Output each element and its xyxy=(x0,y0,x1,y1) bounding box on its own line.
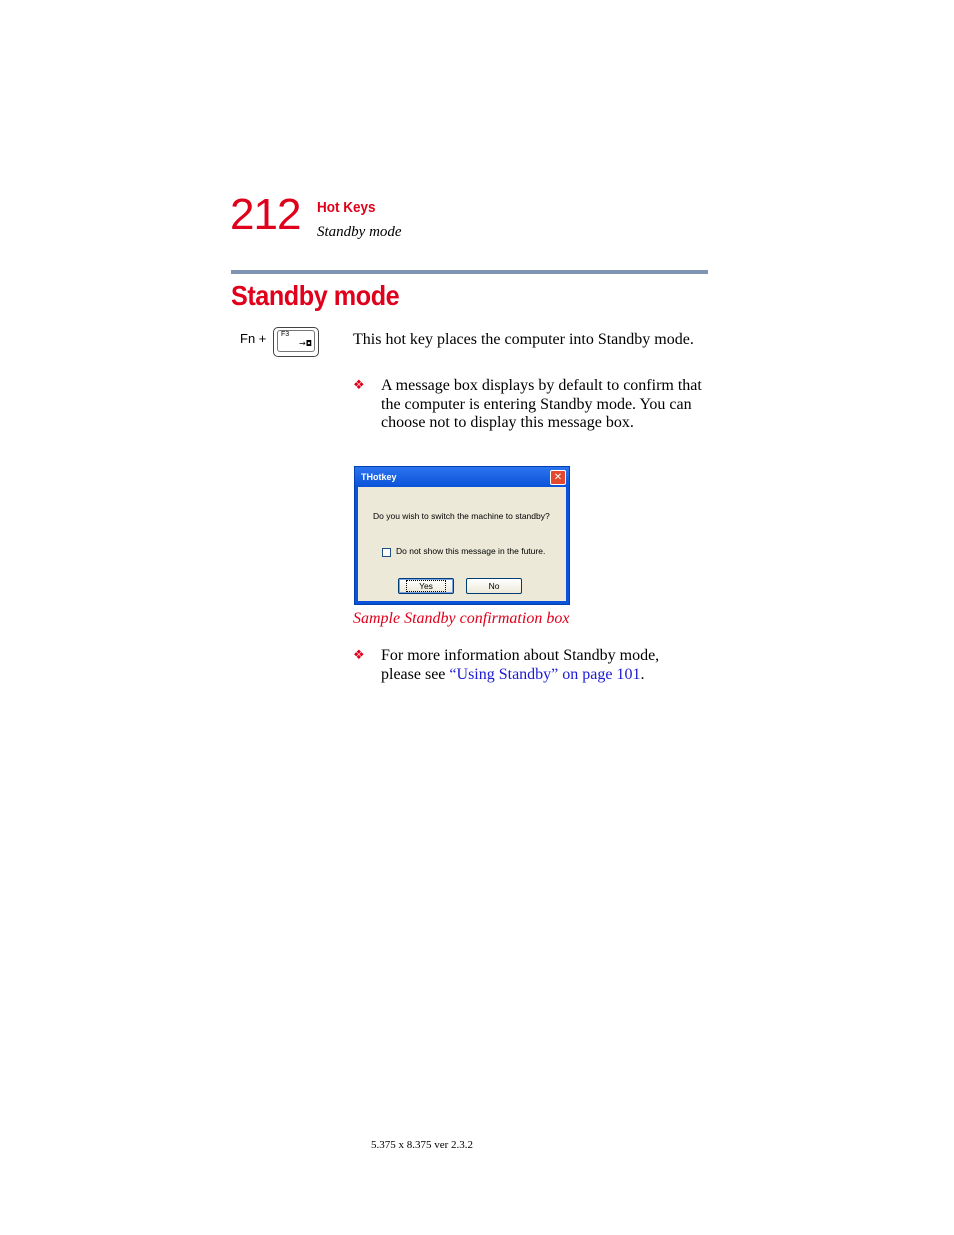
dialog-title-bar xyxy=(355,467,569,487)
using-standby-link[interactable]: “Using Standby” on page 101 xyxy=(449,665,641,683)
bullet-text-after: . xyxy=(640,665,645,683)
page-number: 212 xyxy=(230,190,301,239)
yes-button-label: Yes xyxy=(407,581,445,591)
f3-key-icon xyxy=(273,327,319,357)
key-label: F3 xyxy=(281,331,290,338)
standby-symbol-icon: →◘ xyxy=(299,339,313,348)
chapter-title: Hot Keys xyxy=(317,199,376,216)
sample-dialog xyxy=(354,466,570,605)
intro-paragraph: This hot key places the computer into Standby mode. xyxy=(353,331,694,348)
bullet-text xyxy=(381,647,703,684)
checkbox-label: Do not show this message in the future. xyxy=(396,546,546,556)
bullet-icon: ❖ xyxy=(353,378,365,393)
dialog-title: THotkey xyxy=(361,472,397,482)
fn-key-label: Fn + xyxy=(240,331,267,346)
page-footer: 5.375 x 8.375 ver 2.3.2 xyxy=(371,1139,474,1151)
section-subtitle: Standby mode xyxy=(317,224,402,240)
no-button[interactable]: No xyxy=(466,578,522,594)
dialog-body xyxy=(358,487,566,601)
bullet-icon: ❖ xyxy=(353,648,365,663)
close-icon[interactable]: ✕ xyxy=(550,470,566,485)
heading-rule xyxy=(231,270,708,274)
figure-caption: Sample Standby confirmation box xyxy=(353,610,570,627)
dialog-question: Do you wish to switch the machine to standby? xyxy=(373,511,550,521)
page-heading: Standby mode xyxy=(231,280,400,311)
list-item xyxy=(353,377,703,433)
list-item xyxy=(353,647,703,684)
yes-button[interactable] xyxy=(398,578,454,594)
dont-show-checkbox[interactable] xyxy=(382,548,391,557)
bullet-text: A message box displays by default to confirm that the computer is entering Standby mode. You can choose not to display this message box. xyxy=(381,377,702,432)
bullet-text-before: For more information about Standby mode, please see xyxy=(381,647,660,683)
